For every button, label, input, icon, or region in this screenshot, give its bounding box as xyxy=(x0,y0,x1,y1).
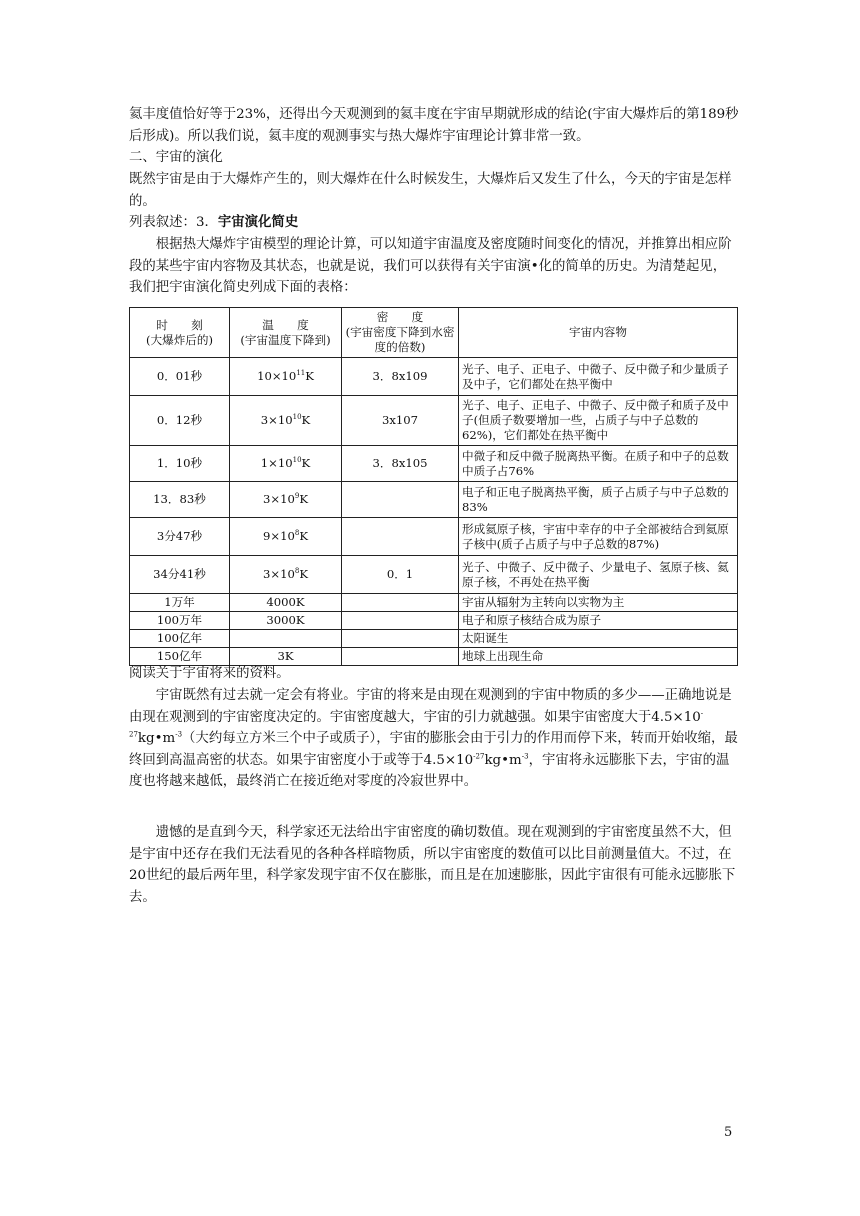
cell-time: 0．01秒 xyxy=(130,358,230,396)
cell-time: 13．83秒 xyxy=(130,482,230,518)
paragraph-intro: 根据热大爆炸宇宙模型的理论计算，可以知道宇宙温度及密度随时间变化的情况，并推算出相应阶段的某些宇宙内容物及其状态，也就是说，我们可以获得有关宇宙演•化的简单的历史。为清楚起见，我们把宇宙演化简史列成下面的表格： xyxy=(129,237,732,295)
table-row xyxy=(130,518,738,556)
cell-density xyxy=(342,482,459,518)
table-row xyxy=(130,358,738,396)
table-row xyxy=(130,482,738,518)
cell-temp: $3\times 10^{10}K$ xyxy=(230,396,342,446)
cell-time: 1．10秒 xyxy=(130,446,230,482)
cell-temp: $9\times 10^8K$ xyxy=(230,518,342,556)
cell-temp xyxy=(230,630,342,648)
header-time: 时 刻 (大爆炸后的) xyxy=(130,308,230,358)
cell-temp: $1\times 10^{10}K$ xyxy=(230,446,342,482)
cell-temp: 3000K xyxy=(230,612,342,630)
reading-note: 阅读关于宇宙将来的资料。 xyxy=(129,666,290,681)
header-density: 密 度 (宇宙密度下降到水密度的倍数) xyxy=(342,308,459,358)
cell-time: 100亿年 xyxy=(130,630,230,648)
cell-time: 3分47秒 xyxy=(130,518,230,556)
cell-density: 3．8x105 xyxy=(342,446,459,482)
cell-content: 地球上出现生命 xyxy=(459,648,738,666)
cell-temp: 4000K xyxy=(230,594,342,612)
header-temperature: 温 度 (宇宙温度下降到) xyxy=(230,308,342,358)
table-row xyxy=(130,396,738,446)
cell-time: 1万年 xyxy=(130,594,230,612)
cell-density xyxy=(342,594,459,612)
cell-time: 34分41秒 xyxy=(130,556,230,594)
paragraph-dark-matter: 遗憾的是直到今天，科学家还无法给出宇宙密度的确切数值。现在观测到的宇宙密度虽然不大，但是宇宙中还存在我们无法看见的各种各样暗物质，所以宇宙密度的数值可以比目前测量值大。不过，在20世纪的最后两年里，科学家发现宇宙不仅在膨胀，而且是在加速膨胀，因此宇宙很有可能永远膨胀下去。 xyxy=(129,825,736,905)
cell-temp: 3K xyxy=(230,648,342,666)
cell-content: 中微子和反中微子脱离热平衡。在质子和中子的总数中质子占76% xyxy=(459,446,738,482)
paragraph-helium: 氦丰度值恰好等于23%，还得出今天观测到的氦丰度在宇宙早期就形成的结论(宇宙大爆炸后的第189秒后形成)。所以我们说，氦丰度的观测事实与热大爆炸宇宙理论计算非常一致。 xyxy=(129,107,739,144)
table-row xyxy=(130,612,738,630)
page-number: 5 xyxy=(724,1125,733,1140)
cell-content: 形成氦原子核，宇宙中幸存的中子全部被结合到氦原子核中(质子占质子与中子总数的87%) xyxy=(459,518,738,556)
table-row xyxy=(130,556,738,594)
list-prefix: 列表叙述：3． xyxy=(129,215,218,230)
cell-content: 电子和原子核结合成为原子 xyxy=(459,612,738,630)
cell-content: 光子、电子、正电子、中微子、反中微子和质子及中子(但质子数要增加一些，占质子与中子总数的62%)，它们都处在热平衡中 xyxy=(459,396,738,446)
table-header-row xyxy=(130,308,738,358)
cell-density xyxy=(342,612,459,630)
table-row xyxy=(130,594,738,612)
cell-content: 宇宙从辐射为主转向以实物为主 xyxy=(459,594,738,612)
cell-temp: $10\times 10^{11}K$ xyxy=(230,358,342,396)
list-intro xyxy=(129,212,739,234)
cell-temp: $3\times 10^9K$ xyxy=(230,482,342,518)
table-row xyxy=(130,630,738,648)
cell-density: 3x107 xyxy=(342,396,459,446)
header-content: 宇宙内容物 xyxy=(459,308,738,358)
cell-content: 光子、电子、正电子、中微子、反中微子和少量质子及中子，它们都处在热平衡中 xyxy=(459,358,738,396)
cell-density xyxy=(342,518,459,556)
cell-density: 3．8x109 xyxy=(342,358,459,396)
cell-content: 太阳诞生 xyxy=(459,630,738,648)
list-title: 宇宙演化简史 xyxy=(217,214,299,230)
cell-temp: $3\times 10^8K$ xyxy=(230,556,342,594)
paragraph-question: 既然宇宙是由于大爆炸产生的，则大爆炸在什么时候发生，大爆炸后又发生了什么，今天的宇宙是怎样的。 xyxy=(129,172,732,209)
evolution-table xyxy=(129,307,738,666)
paragraph-future: 宇宙既然有过去就一定会有将业。宇宙的将来是由现在观测到的宇宙中物质的多少——正确地说是由现在观测到的宇宙密度决定的。宇宙密度越大，宇宙的引力就越强。如果宇宙密度大于$4.5\times 10^{-27}kg•m^{-3}$（大约每立方米三个中子或质子），宇宙的膨胀会由于引力的作用而停下来，转而开始收缩，最终回到高温高密的状态。如果宇宙密度小于或等于$4.5\times 10^{-27}kg•m^{-3}$，宇宙将永远膨胀下去，宇宙的温度也将越来越低，最终消亡在接近绝对零度的冷寂世界中。 xyxy=(129,688,738,789)
cell-density: 0．1 xyxy=(342,556,459,594)
cell-density xyxy=(342,630,459,648)
cell-time: 150亿年 xyxy=(130,648,230,666)
cell-content: 电子和正电子脱离热平衡，质子占质子与中子总数的83% xyxy=(459,482,738,518)
cell-content: 光子、中微子、反中微子、少量电子、氢原子核、氦原子核，不再处在热平衡 xyxy=(459,556,738,594)
section-heading: 二、宇宙的演化 xyxy=(129,150,223,165)
cell-time: 100万年 xyxy=(130,612,230,630)
table-row xyxy=(130,446,738,482)
cell-time: 0．12秒 xyxy=(130,396,230,446)
